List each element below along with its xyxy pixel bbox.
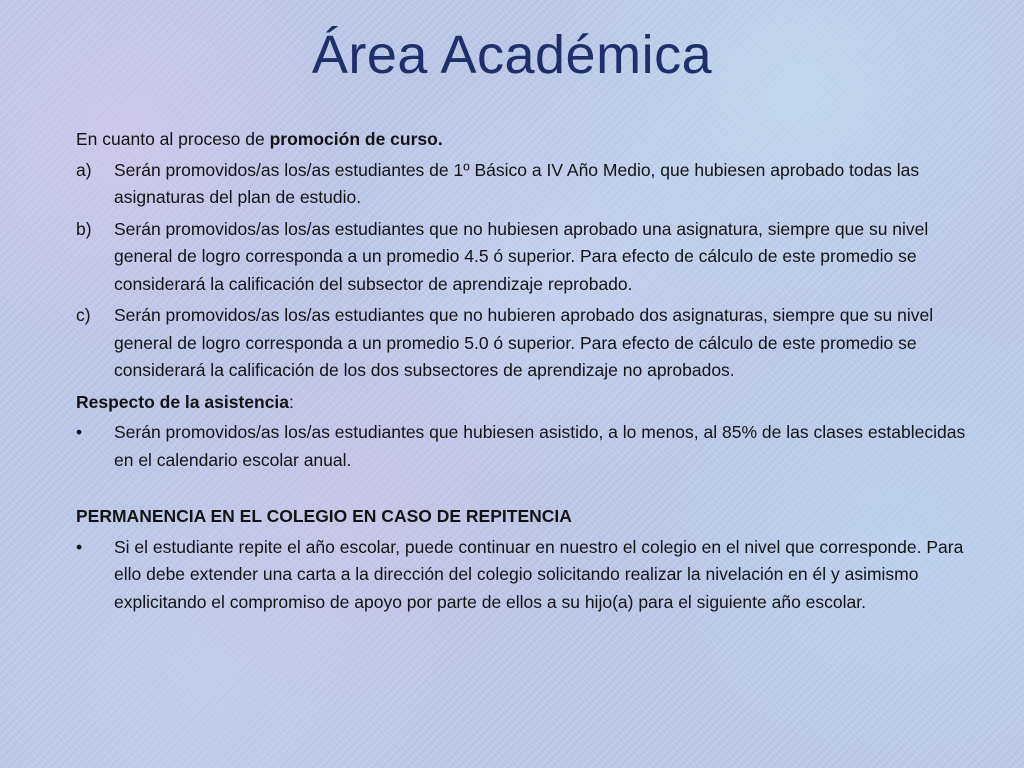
promotion-intro xyxy=(76,126,986,154)
permanence-heading: PERMANENCIA EN EL COLEGIO EN CASO DE REPITENCIA xyxy=(76,506,572,526)
promotion-item-b xyxy=(76,216,986,299)
item-text: Serán promovidos/as los/as estudiantes de 1º Básico a IV Año Medio, que hubiesen aprobado todas las asignaturas del plan de estudio. xyxy=(114,159,920,207)
item-marker: a) xyxy=(76,159,92,180)
item-text: Serán promovidos/as los/as estudiantes que no hubiesen aprobado una asignatura, siempre que su nivel general de logro corresponda a un promedio 4.5 ó superior. Para efecto de cálculo de este promedio se considerará la calificación del subsector de aprendizaje reprobado. xyxy=(114,218,929,294)
item-text: Serán promovidos/as los/as estudiantes que hubiesen asistido, a lo menos, al 85% de las clases establecidas en el calendario escolar anual. xyxy=(114,422,966,470)
bullet-icon: • xyxy=(76,422,83,442)
spacer xyxy=(76,478,986,503)
slide-title: Área Académica xyxy=(311,25,713,85)
attendance-item xyxy=(76,419,986,474)
attendance-heading xyxy=(76,389,986,417)
attendance-heading-bold: Respecto de la asistencia xyxy=(76,391,290,412)
bullet-icon: • xyxy=(76,536,83,557)
promotion-intro-bold: promoción de curso. xyxy=(269,129,443,149)
promotion-item-a xyxy=(76,157,986,212)
slide-body xyxy=(76,126,986,620)
attendance-heading-suffix: : xyxy=(289,391,294,412)
promotion-item-c xyxy=(76,302,986,385)
item-text: Si el estudiante repite el año escolar, puede continuar en nuestro el colegio en el nivel que corresponde. Para ello debe extender una carta a la dirección del colegio solicitando realizar la nivelación en él y asimismo explicitando el compromiso de apoyo por parte de ellos a su hijo(a) para el siguiente año escolar. xyxy=(114,536,964,612)
promotion-intro-prefix: En cuanto al proceso de xyxy=(76,129,270,149)
permanence-item xyxy=(76,534,986,617)
item-marker: b) xyxy=(76,218,92,239)
item-marker: c) xyxy=(76,305,91,325)
item-text: Serán promovidos/as los/as estudiantes que no hubieren aprobado dos asignaturas, siempre que su nivel general de logro corresponda a un promedio 5.0 ó superior. Para efecto de cálculo de este promedio se considerará la calificación de los dos subsectores de aprendizaje no aprobados. xyxy=(114,305,934,380)
